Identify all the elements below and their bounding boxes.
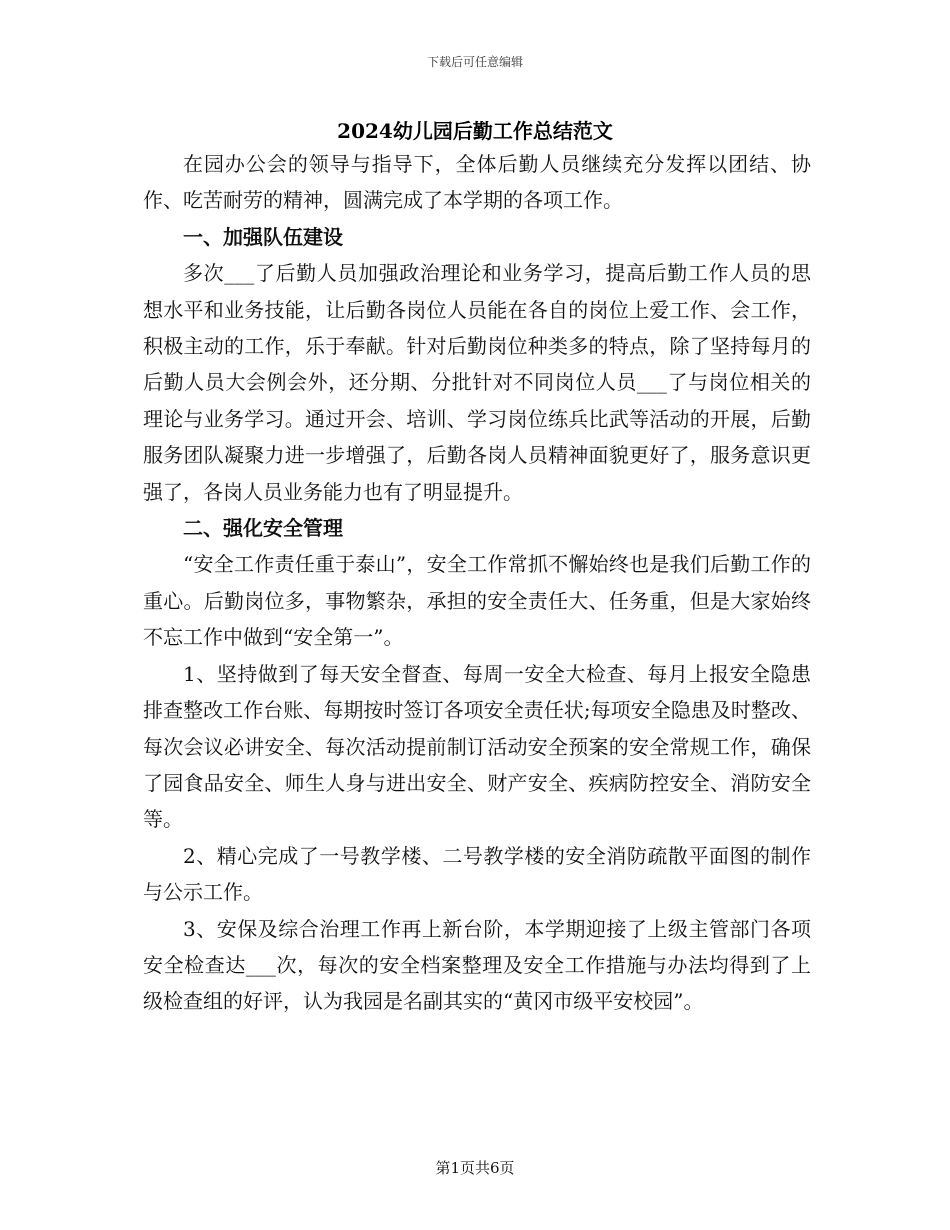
page-number: 第1页共6页 (435, 1159, 515, 1177)
safety-item-3: 3、安保及综合治理工作再上新台阶，本学期迎接了上级主管部门各项安全检查达___次，每次的安全档案整理及安全工作措施与办法均得到了上级检查组的好评，认为我园是名副其实的“黄冈市级平安校园”。 (143, 916, 811, 1014)
safety-intro-paragraph: “安全工作责任重于泰山”，安全工作常抓不懈始终也是我们后勤工作的重心。后勤岗位多，事物繁杂，承担的安全责任大、任务重，但是大家始终不忘工作中做到“安全第一”。 (143, 552, 811, 650)
header-note: 下载后可任意编辑 (426, 55, 523, 69)
safety-item-1: 1、坚持做到了每天安全督查、每周一安全大检查、每月上报安全隐患排查整改工作台账、每期按时签订各项安全责任状;每项安全隐患及时整改、每次会议必讲安全、每次活动提前制订活动安全预案的安全常规工作，确保了园食品安全、师生人身与进出安全、财产安全、疾病防控安全、消防安全等。 (143, 661, 811, 832)
intro-paragraph: 在园办公会的领导与指导下，全体后勤人员继续充分发挥以团结、协作、吃苦耐劳的精神，圆满完成了本学期的各项工作。 (143, 152, 811, 213)
section-heading-team: 一、加强队伍建设 (183, 224, 343, 249)
document-title: 2024幼儿园后勤工作总结范文 (337, 119, 613, 143)
safety-item-2: 2、精心完成了一号教学楼、二号教学楼的安全消防疏散平面图的制作与公示工作。 (143, 843, 811, 905)
team-paragraph: 多次___了后勤人员加强政治理论和业务学习，提高后勤工作人员的思想水平和业务技能，让后勤各岗位人员能在各自的岗位上爱工作、会工作，积极主动的工作，乐于奉献。针对后勤岗位种类多的特点，除了坚持每月的后勤人员大会例会外，还分期、分批针对不同岗位人员___了与岗位相关的理论与业务学习。通过开会、培训、学习岗位练兵比武等活动的开展，后勤服务团队凝聚力进一步增强了，后勤各岗人员精神面貌更好了，服务意识更强了，各岗人员业务能力也有了明显提升。 (143, 261, 811, 504)
section-heading-safety: 二、强化安全管理 (183, 516, 343, 541)
document-body (143, 146, 811, 1020)
